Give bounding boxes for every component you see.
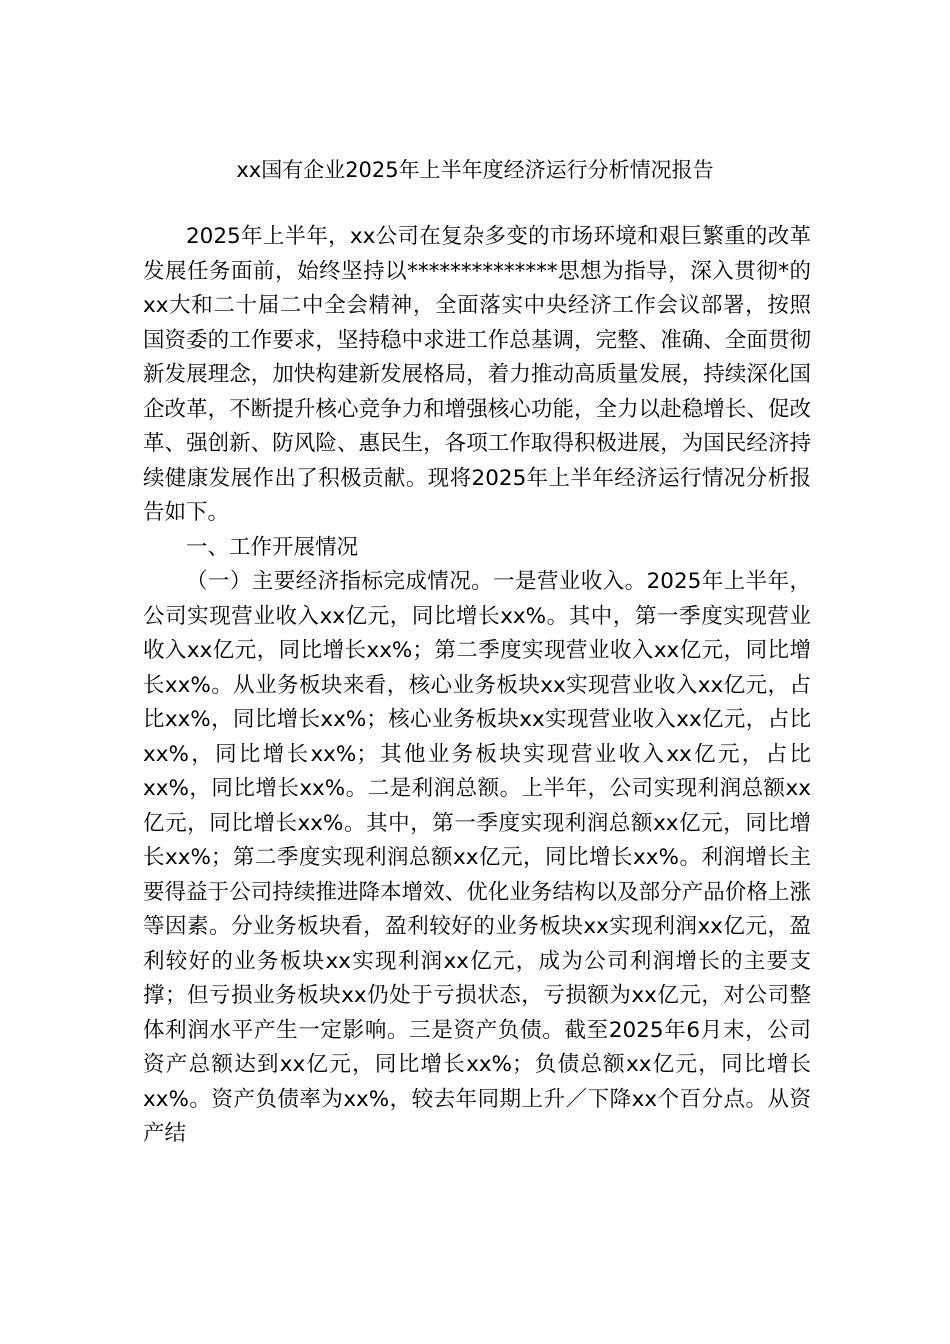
document-body [143,220,811,1152]
indicators-paragraph: （一）主要经济指标完成情况。一是营业收入。2025年上半年，公司实现营业收入xx亿元，同比增长xx%。其中，第一季度实现营业收入xx亿元，同比增长xx%；第二季度实现营业收入xx亿元，同比增长xx%。从业务板块来看，核心业务板块xx实现营业收入xx亿元，占比xx%，同比增长xx%；核心业务板块xx实现营业收入xx亿元，占比xx%，同比增长xx%；其他业务板块实现营业收入xx亿元，占比xx%，同比增长xx%。二是利润总额。上半年，公司实现利润总额xx亿元，同比增长xx%。其中，第一季度实现利润总额xx亿元，同比增长xx%；第二季度实现利润总额xx亿元，同比增长xx%。利润增长主要得益于公司持续推进降本增效、优化业务结构以及部分产品价格上涨等因素。分业务板块看，盈利较好的业务板块xx实现利润xx亿元，盈利较好的业务板块xx实现利润xx亿元，成为公司利润增长的主要支撑；但亏损业务板块xx仍处于亏损状态，亏损额为xx亿元，对公司整体利润水平产生一定影响。三是资产负债。截至2025年6月末，公司资产总额达到xx亿元，同比增长xx%；负债总额xx亿元，同比增长xx%。资产负债率为xx%，较去年同期上升／下降xx个百分点。从资产结 [143,569,811,1146]
document-title: xx国有企业2025年上半年度经济运行分析情况报告 [236,158,714,182]
intro-paragraph: 2025年上半年，xx公司在复杂多变的市场环境和艰巨繁重的改革发展任务面前，始终坚持以**************思想为指导，深入贯彻*的xx大和二十届二中全会精神，全面落实中央经济工作会议部署，按照国资委的工作要求，坚持稳中求进工作总基调，完整、准确、全面贯彻新发展理念，加快构建新发展格局，着力推动高质量发展，持续深化国企改革，不断提升核心竞争力和增强核心功能，全力以赴稳增长、促改革、强创新、防风险、惠民生，各项工作取得积极进展，为国民经济持续健康发展作出了积极贡献。现将2025年上半年经济运行情况分析报告如下。 [143,224,811,525]
section-heading: 一、工作开展情况 [186,534,359,560]
